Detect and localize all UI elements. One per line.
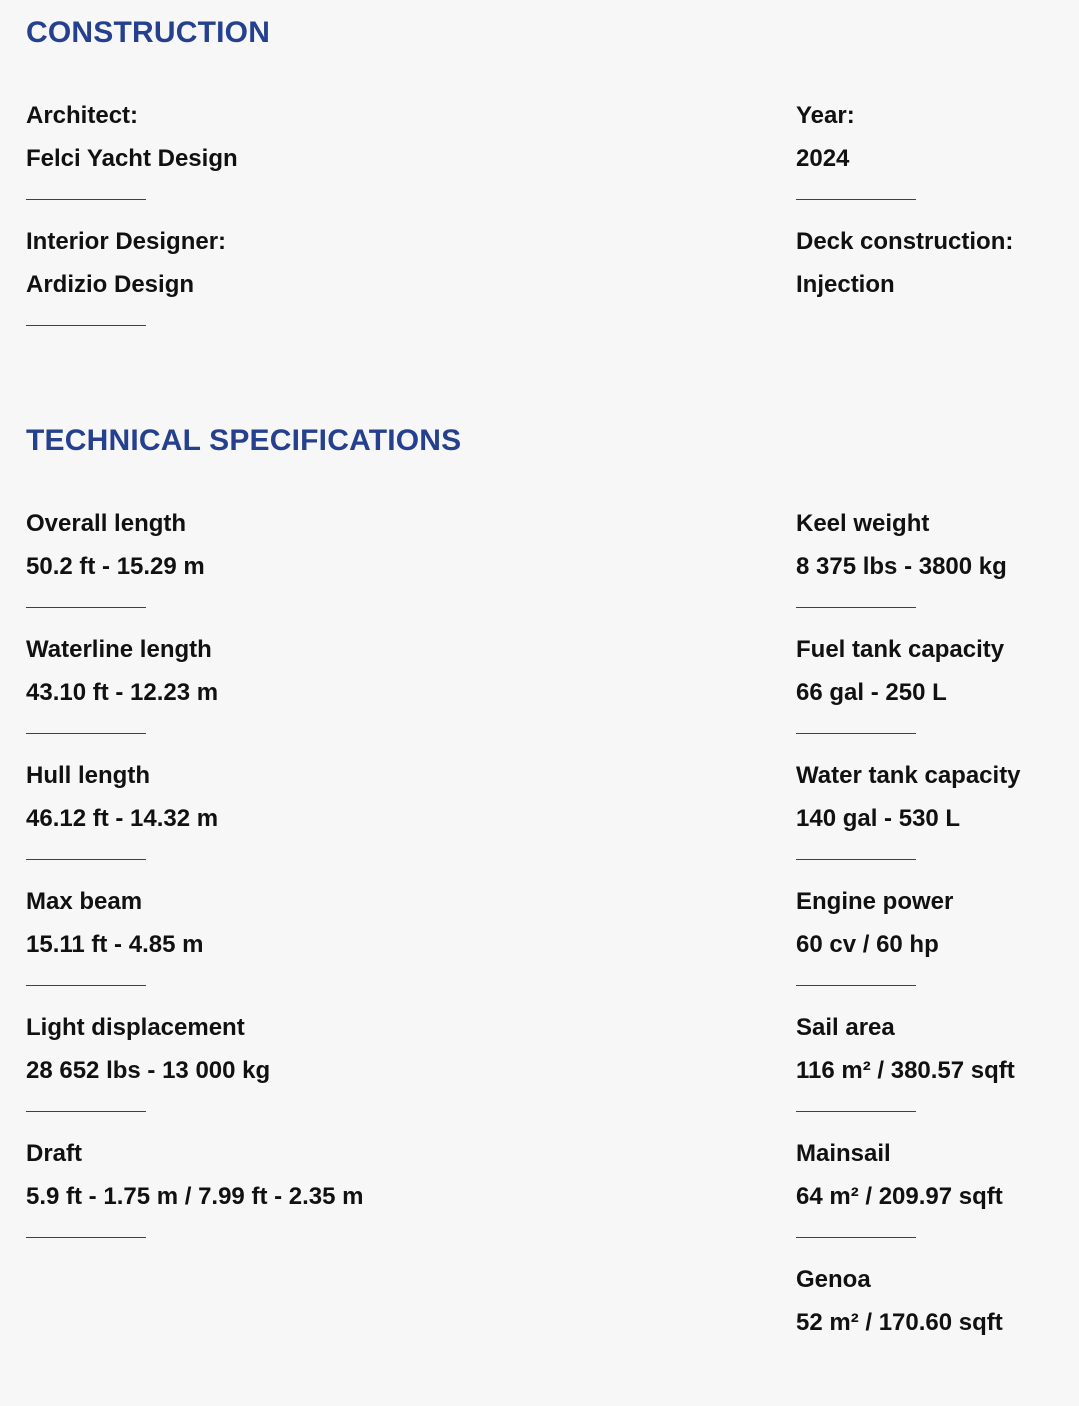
divider [796,1237,916,1238]
spec-label: Engine power [796,888,954,915]
spec-value: 2024 [796,145,850,172]
spec-label: Water tank capacity [796,762,1021,789]
divider [796,859,916,860]
spec-value: 5.9 ft - 1.75 m / 7.99 ft - 2.35 m [26,1183,364,1210]
spec-label: Mainsail [796,1140,891,1167]
spec-label: Deck construction: [796,228,1014,255]
spec-value: 66 gal - 250 L [796,679,947,706]
spec-label: Overall length [26,510,187,537]
divider [26,1237,146,1238]
divider [796,985,916,986]
spec-label: Genoa [796,1266,871,1293]
spec-label: Max beam [26,888,143,915]
spec-value: 46.12 ft - 14.32 m [26,805,219,832]
divider [26,325,146,326]
divider [26,607,146,608]
spec-label: Sail area [796,1014,895,1041]
divider [796,733,916,734]
spec-value: 43.10 ft - 12.23 m [26,679,219,706]
spec-value: 15.11 ft - 4.85 m [26,931,204,958]
spec-label: Year: [796,102,855,129]
spec-value: 60 cv / 60 hp [796,931,939,958]
spec-label: Interior Designer: [26,228,227,255]
divider [26,199,146,200]
spec-label: Waterline length [26,636,212,663]
spec-label: Draft [26,1140,83,1167]
divider [26,985,146,986]
spec-value: 116 m² / 380.57 sqft [796,1057,1015,1084]
spec-value: Felci Yacht Design [26,145,238,172]
spec-label: Hull length [26,762,150,789]
spec-value: 8 375 lbs - 3800 kg [796,553,1007,580]
divider [26,733,146,734]
spec-label: Fuel tank capacity [796,636,1005,663]
spec-value: Ardizio Design [26,271,195,298]
divider [26,859,146,860]
divider [796,199,916,200]
spec-label: Light displacement [26,1014,245,1041]
construction-heading: CONSTRUCTION [26,16,271,49]
divider [26,1111,146,1112]
spec-value: Injection [796,271,895,298]
spec-value: 64 m² / 209.97 sqft [796,1183,1003,1210]
spec-value: 28 652 lbs - 13 000 kg [26,1057,271,1084]
spec-label: Architect: [26,102,139,129]
spec-value: 50.2 ft - 15.29 m [26,553,205,580]
spec-value: 52 m² / 170.60 sqft [796,1309,1003,1336]
spec-label: Keel weight [796,510,930,537]
technical-specifications-heading: TECHNICAL SPECIFICATIONS [26,424,462,457]
divider [796,1111,916,1112]
spec-value: 140 gal - 530 L [796,805,961,832]
divider [796,607,916,608]
